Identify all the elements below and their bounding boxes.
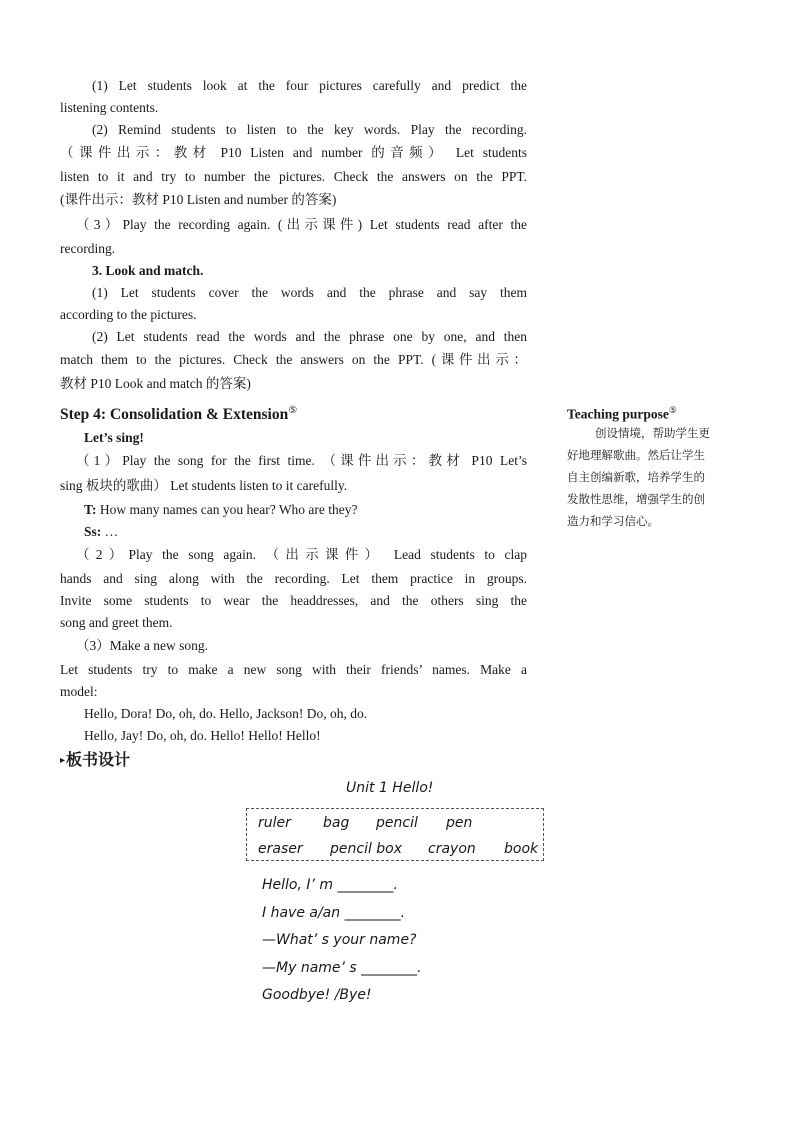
song-model-line: Hello, Jay! Do, oh, do. Hello! Hello! Hello! <box>84 728 321 743</box>
body-line: recording. <box>60 241 116 256</box>
body-line: (课件出示：教材 P10 Listen and number 的答案) <box>60 192 337 207</box>
body-line: （3）Make a new song. <box>76 638 208 653</box>
body-line: sing 板块的歌曲） Let students listen to it carefully. <box>60 478 348 493</box>
body-line: （课件出示：教材 P10 Listen and number 的音频） Let students <box>60 145 527 160</box>
body-line: (2) Remind students to listen to the key words. Play the recording. <box>92 122 527 137</box>
body-line: Let students try to make a new song with their friends’ names. Make a <box>60 662 527 677</box>
board-unit-title: Unit 1 Hello! <box>346 780 434 796</box>
vocab-word: crayon <box>428 841 476 857</box>
teaching-purpose-line: 自主创编新歌，培养学生的 <box>567 470 705 484</box>
teaching-purpose-title: Teaching purpose⑤ <box>567 405 677 422</box>
teaching-purpose-line: 创设情境，帮助学生更 <box>595 426 710 440</box>
board-sentence: —What’ s your name? <box>262 932 417 948</box>
vocab-word: ruler <box>258 815 291 831</box>
board-sentence: Goodbye! /Bye! <box>262 987 372 1003</box>
body-line: （3）Play the recording again. (出示课件) Let students read after the <box>76 217 527 232</box>
vocab-word: pencil box <box>330 841 403 857</box>
dialogue-students: Ss: … <box>84 524 119 539</box>
body-line: according to the pictures. <box>60 307 197 322</box>
section-heading-look-and-match: 3. Look and match. <box>92 263 204 278</box>
body-line: model: <box>60 684 98 699</box>
teaching-purpose-line: 造力和学习信心。 <box>567 514 659 528</box>
body-line: （2）Play the song again. （出示课件） Lead students to clap <box>76 547 527 562</box>
body-line: (1) Let students cover the words and the phrase and say them <box>92 285 527 300</box>
body-line: listening contents. <box>60 100 159 115</box>
footnote-mark: ⑤ <box>288 405 298 416</box>
song-model-line: Hello, Dora! Do, oh, do. Hello, Jackson! Do, oh, do. <box>84 706 368 721</box>
board-sentence: I have a/an ________. <box>262 905 406 921</box>
body-line: listen to it and try to number the pictures. Check the answers on the PPT. <box>60 169 527 184</box>
footnote-mark: ⑤ <box>668 405 677 415</box>
board-sentence: —My name’ s ________. <box>262 960 422 976</box>
blackboard-design-heading: ▸板书设计 <box>60 750 131 769</box>
vocab-word: bag <box>323 815 350 831</box>
body-line: song and greet them. <box>60 615 173 630</box>
vocab-word: pencil <box>376 815 418 831</box>
vocab-word: book <box>504 841 539 857</box>
teaching-purpose-line: 好地理解歌曲。然后让学生 <box>567 448 705 462</box>
body-line: （1）Play the song for the first time. （课件出示：教材 P10 Let’s <box>76 453 527 468</box>
teaching-purpose-line: 发散性思维，增强学生的创 <box>567 492 705 506</box>
body-line: match them to the pictures. Check the answers on the PPT. (课件出示： <box>60 352 527 367</box>
board-sentence: Hello, I’ m ________. <box>262 877 398 893</box>
body-line: (1) Let students look at the four pictures carefully and predict the <box>92 78 527 93</box>
step4-title: Step 4: Consolidation & Extension⑤ <box>60 405 298 424</box>
lets-sing-heading: Let’s sing! <box>84 430 144 445</box>
body-line: (2) Let students read the words and the phrase one by one, and then <box>92 329 527 344</box>
dialogue-teacher: T: How many names can you hear? Who are they? <box>84 502 358 517</box>
vocab-word: eraser <box>258 841 303 857</box>
body-line: hands and sing along with the recording. Let them practice in groups. <box>60 571 527 586</box>
body-line: 教材 P10 Look and match 的答案) <box>60 376 251 391</box>
vocab-word: pen <box>446 815 473 831</box>
vocabulary-box <box>246 808 544 861</box>
body-line: Invite some students to wear the headdresses, and the others sing the <box>60 593 527 608</box>
triangle-bullet-icon: ▸ <box>60 755 66 766</box>
